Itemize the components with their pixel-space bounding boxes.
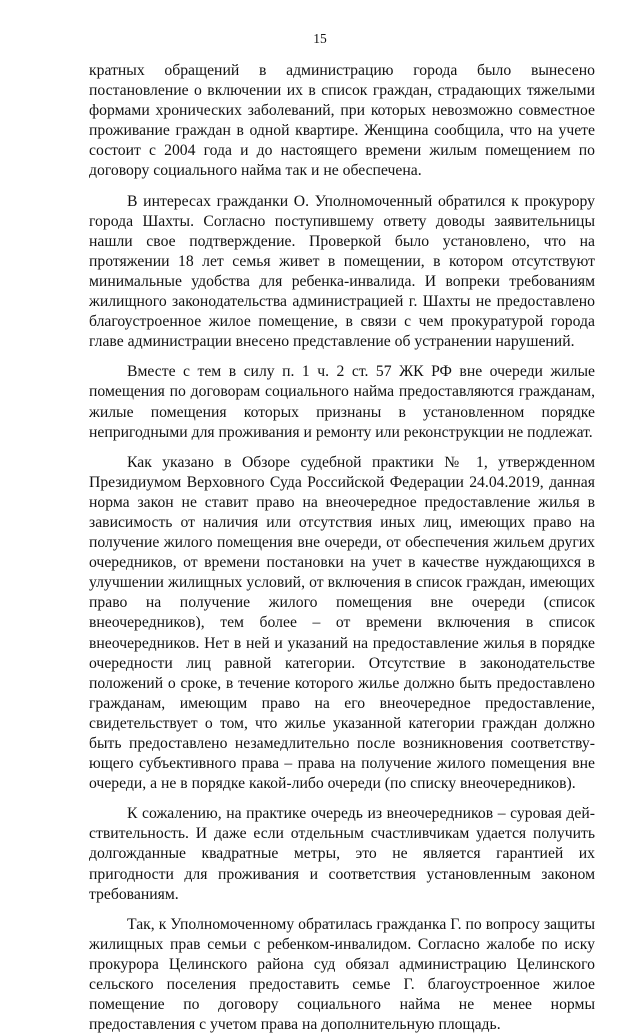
document-body: [89, 61, 595, 1035]
paragraph-housing-code: Вместе с тем в силу п. 1 ч. 2 ст. 57 ЖК РФ вне очереди жилые помещения по договорам социального найма предоставляются гражданам, жилые помещения которых признаны в установленном порядке непригодными для проживания и ремонту или реконструкции не подлежат.: [89, 363, 595, 441]
paragraph-citizen-o: В интересах гражданки О. Уполномоченный обратился к прокурору города Шахты. Согласно поступившему ответу доводы заявительницы нашли свое подтверждение. Проверкой было установлено, что на протяжении 18 лет семья живет в помещении, в котором отсутствуют минимальные удобства для ребенка-инвалида. И вопреки требованиям жилищного законодательства администрацией г. Шахты не предоставлено благоустроенное жилое помещение, в связи с чем прокуратурой города главе администрации внесено представление об устранении нарушений.: [89, 192, 595, 351]
paragraph-citizen-g: Так, к Уполномоченному обратилась гражданка Г. по вопросу защиты жилищных прав семьи с ребенком-инвалидом. Согласно жалобе по иску прокурора Целинского района суд обязал администрацию Целинского сельского поселения предоставить семье Г. благоустроенное жилое помещение по договору социального найма не менее нормы предоставления с учетом права на дополнительную площадь.: [89, 915, 595, 1034]
paragraph-continuation: кратных обращений в администрацию города было вынесено постановление о включении их в список граждан, страдающих тяжелыми формами хронических заболеваний, при которых невозможно совместное проживание граждан в одной квартире. Женщина сообщила, что на учете состоит с 2004 года и до настоящего времени жилым помещением по договору социального найма так и не обеспечена.: [89, 62, 595, 180]
paragraph-supreme-court-review: Как указано в Обзоре судебной практики № 1, утвержденном Президиумом Верховного Суда Российской Федерации 24.04.2019, данная норма закон не ставит право на внеочередное предоставление жилья в зависимость от наличия или отсутствия иных лиц, имеющих право на получение жилого помещения вне очереди, от обеспечения жильем других очередников, от времени постановки на учет в качестве нуждающихся в улучшении жилищных условий, от включения в список граждан, имеющих право на получение жилого помещения вне очереди (список внеочередников), тем более – от времени включения в список внеочередников. Нет в ней и указаний на предоставление жилья в порядке очередности лиц равной категории. Отсутствие в законодательстве положений о сроке, в течение которого жилье должно быть предоставлено гражданам, имеющим право на его внеочередное предоставление, свидетельствует о том, что жилье указанной категории граждан должно быть предоставлено незамедлительно после возникновения соответствующего субъективного права – права на получение жилого помещения вне очереди, а не в порядке какой-либо очереди (по списку внеочередников).: [89, 453, 595, 793]
paragraph-practice: К сожалению, на практике очередь из внеочередников – суровая действительность. И даже если отдельным счастливчикам удается получить долгожданные квадратные метры, это не является гарантией их пригодности для проживания и соответствия установленным законом требованиям.: [89, 805, 595, 903]
page-number: 15: [313, 31, 327, 46]
